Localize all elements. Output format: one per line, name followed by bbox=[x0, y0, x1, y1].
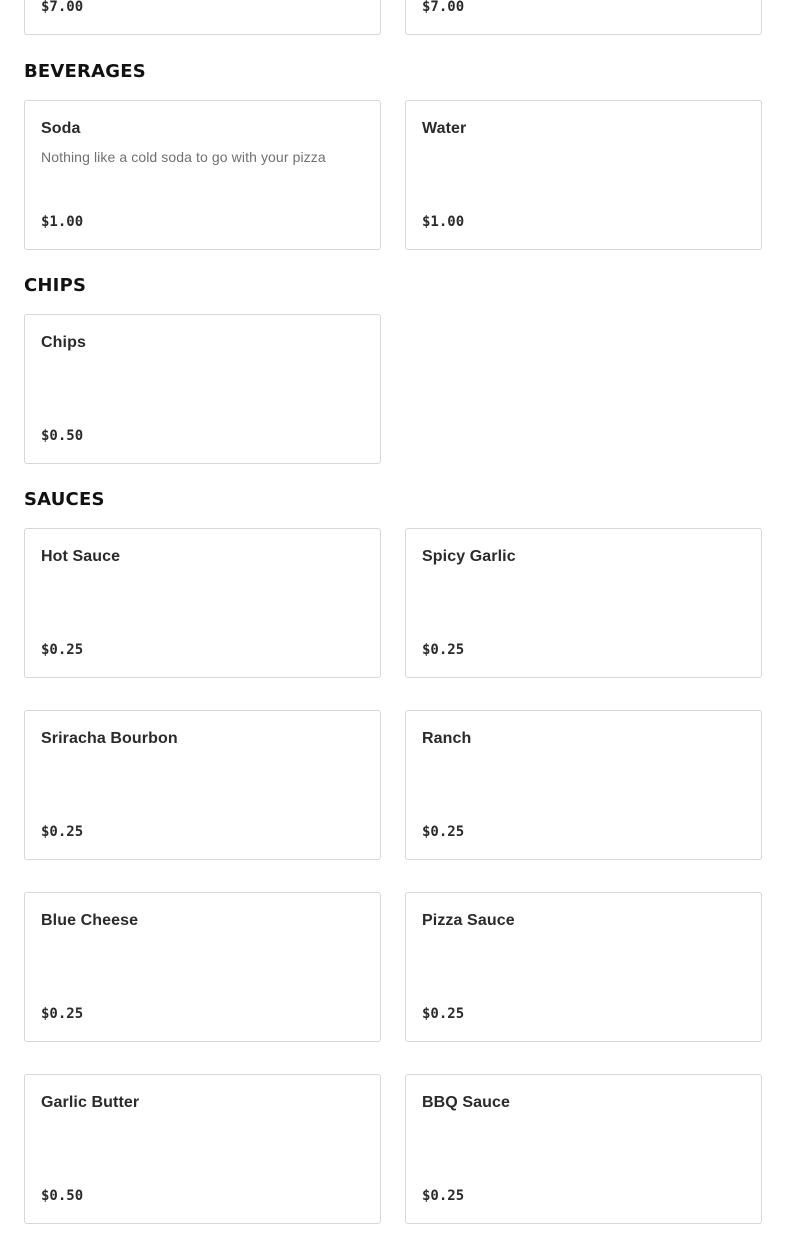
item-name: Soda bbox=[41, 120, 81, 137]
item-price: $0.25 bbox=[41, 1006, 84, 1022]
menu-item-soda[interactable] bbox=[24, 100, 381, 250]
item-name: Sriracha Bourbon bbox=[41, 730, 178, 747]
section-title-sauces: SAUCES bbox=[24, 489, 105, 510]
item-price: $0.50 bbox=[41, 428, 84, 444]
section-title-beverages: BEVERAGES bbox=[24, 61, 146, 82]
menu-item-card[interactable] bbox=[24, 0, 381, 35]
item-price: $1.00 bbox=[41, 214, 84, 230]
menu-item-chips[interactable] bbox=[24, 314, 381, 464]
item-price: $0.25 bbox=[422, 1188, 465, 1204]
item-price: $0.25 bbox=[422, 824, 465, 840]
menu-item-sriracha-bourbon[interactable] bbox=[24, 710, 381, 860]
item-price: $0.50 bbox=[41, 1188, 84, 1204]
item-price: $0.25 bbox=[422, 642, 465, 658]
item-price: $0.25 bbox=[422, 1006, 465, 1022]
item-name: BBQ Sauce bbox=[422, 1094, 511, 1111]
item-name: Ranch bbox=[422, 730, 472, 747]
item-name: Garlic Butter bbox=[41, 1094, 140, 1111]
menu-item-garlic-butter[interactable] bbox=[24, 1074, 381, 1224]
item-price: $0.25 bbox=[41, 642, 84, 658]
menu-item-hot-sauce[interactable] bbox=[24, 528, 381, 678]
menu-item-bbq-sauce[interactable] bbox=[405, 1074, 762, 1224]
menu-item-blue-cheese[interactable] bbox=[24, 892, 381, 1042]
item-price: $0.25 bbox=[41, 824, 84, 840]
menu-item-card[interactable] bbox=[405, 0, 762, 35]
item-name: Water bbox=[422, 120, 467, 137]
item-name: Spicy Garlic bbox=[422, 548, 516, 565]
item-price: $1.00 bbox=[422, 214, 465, 230]
section-title-chips: CHIPS bbox=[24, 275, 87, 296]
menu-item-water[interactable] bbox=[405, 100, 762, 250]
item-name: Pizza Sauce bbox=[422, 912, 515, 929]
item-description: Nothing like a cold soda to go with your pizza bbox=[41, 149, 326, 165]
item-price: $7.00 bbox=[41, 0, 84, 15]
item-price: $7.00 bbox=[422, 0, 465, 15]
menu-item-spicy-garlic[interactable] bbox=[405, 528, 762, 678]
menu-item-ranch[interactable] bbox=[405, 710, 762, 860]
item-name: Chips bbox=[41, 334, 86, 351]
item-name: Hot Sauce bbox=[41, 548, 121, 565]
menu-item-pizza-sauce[interactable] bbox=[405, 892, 762, 1042]
item-name: Blue Cheese bbox=[41, 912, 139, 929]
